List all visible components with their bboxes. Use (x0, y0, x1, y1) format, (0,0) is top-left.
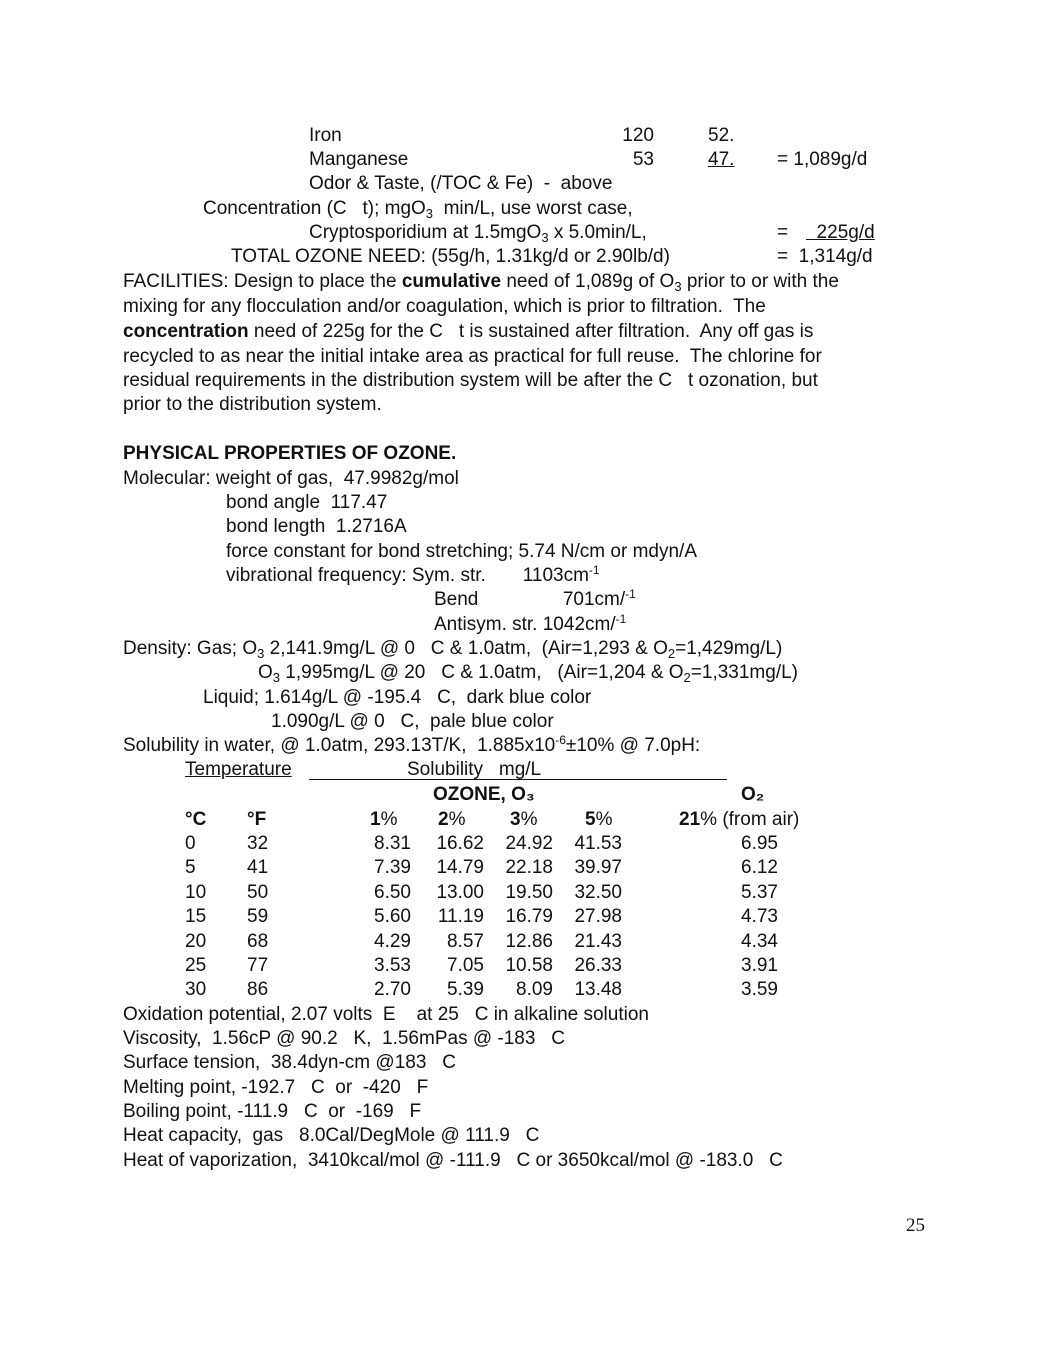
cell-5pct: 13.48 (574, 979, 622, 1001)
total-ozone-need: TOTAL OZONE NEED: (55g/h, 1.31kg/d or 2.90lb/d) (231, 246, 670, 267)
cell-celsius: 10 (185, 881, 207, 903)
heat-of-vaporization: Heat of vaporization, 3410kcal/mol @ -111.9 C or 3650kcal/mol @ -183.0 C (123, 1150, 783, 1171)
cell-1pct: 4.29 (374, 930, 411, 952)
density-gas-2: $O_3$ 1,995mg/L @ 20 C & 1.0atm, (Air=1,204 & $O_2=1,331mg/L$) (258, 662, 798, 685)
antisym-frequency: Antisym. str. 1042cm/$^{-1}$ (434, 612, 627, 635)
bend-frequency: Bend 701cm/$^{-1}$ (434, 587, 636, 610)
cell-5pct: 26.33 (574, 955, 622, 976)
cell-o2: 4.73 (741, 906, 778, 928)
table-header-solubility: Solubility mg/L (407, 759, 542, 780)
table-header-o2: O₂ (741, 784, 765, 805)
cell-3pct: 10.58 (505, 955, 553, 976)
surface-tension: Surface tension, 38.4dyn-cm @183 C (123, 1052, 456, 1073)
heat-capacity: Heat capacity, gas 8.0Cal/DegMole @ 111.9 C (123, 1125, 540, 1146)
concentration-line: Concentration (C t); mgO$_3$ min/L, use worst case, (203, 198, 633, 221)
page-number: 25 (906, 1215, 925, 1236)
melting-point: Melting point, -192.7 C or -420 F (123, 1077, 429, 1098)
facilities-line-3: concentration need of 225g for the C t is sustained after filtration. Any off gas is (123, 321, 814, 342)
vibrational-frequency: vibrational frequency: Sym. str. $1103cm^{-1}$ (226, 563, 600, 586)
cell-fahrenheit: 68 (247, 930, 269, 952)
manganese-label: Manganese (309, 149, 409, 170)
cell-5pct: 32.50 (574, 881, 622, 903)
cell-celsius: 25 (185, 955, 207, 976)
cell-3pct: 12.86 (505, 930, 553, 952)
bond-angle: bond angle 117.47 (226, 492, 388, 513)
facilities-line-4: recycled to as near the initial intake area as practical for full reuse. The chlorine for (123, 346, 822, 367)
cell-celsius: 15 (185, 906, 207, 928)
iron-value-b: 52. (708, 125, 735, 146)
cell-o2: 4.34 (741, 930, 778, 952)
facilities-line-1: FACILITIES: Design to place the cumulative need of 1,089g of $O_3$ prior to or with the (123, 271, 839, 294)
cell-2pct: 13.00 (436, 881, 484, 903)
col-5pct: 5% (585, 809, 613, 830)
solubility-line: Solubility in water, @ 1.0atm, 293.13T/K, $1.885x10^{-6}\pm 10\%$ @ 7.0pH: (123, 733, 701, 756)
cell-fahrenheit: 77 (247, 955, 269, 976)
facilities-line-5: residual requirements in the distribution system will be after the C t ozonation, but (123, 370, 818, 391)
cell-o2: 5.37 (741, 881, 778, 903)
cell-celsius: 0 (185, 833, 196, 854)
cell-1pct: 5.60 (374, 906, 411, 928)
crypto-value: 225g/d (806, 222, 875, 243)
cell-5pct: 27.98 (574, 906, 622, 928)
col-2pct: 2% (438, 809, 466, 830)
cell-celsius: 5 (185, 857, 196, 879)
col-fahrenheit: °F (247, 809, 267, 830)
manganese-value-a: 53 (632, 149, 654, 170)
facilities-line-6: prior to the distribution system. (123, 394, 382, 415)
cell-2pct: 7.05 (447, 955, 484, 976)
molecular-weight: Molecular: weight of gas, 47.9982g/mol (123, 468, 459, 489)
col-celsius: °C (185, 809, 207, 830)
oxidation-potential: Oxidation potential, 2.07 volts E at 25 C in alkaline solution (123, 1004, 649, 1025)
table-header-ozone: OZONE, O₃ (433, 784, 535, 805)
cell-celsius: 30 (185, 979, 207, 1001)
cell-5pct: 21.43 (574, 930, 622, 952)
cell-1pct: 2.70 (374, 979, 411, 1001)
crypto-equals: = (777, 222, 789, 243)
cell-3pct: 16.79 (505, 906, 553, 928)
iron-label: Iron (309, 125, 342, 146)
cell-fahrenheit: 59 (247, 906, 269, 928)
col-3pct: 3% (510, 809, 538, 830)
cell-2pct: 16.62 (436, 833, 484, 854)
cell-fahrenheit: 41 (247, 857, 269, 879)
facilities-line-2: mixing for any flocculation and/or coagulation, which is prior to filtration. The (123, 296, 766, 317)
cell-2pct: 8.57 (447, 930, 484, 952)
bond-length: bond length 1.2716A (226, 516, 407, 537)
cell-5pct: 39.97 (574, 857, 622, 879)
density-liquid-1: Liquid; 1.614g/L @ -195.4 C, dark blue color (203, 687, 592, 708)
odor-taste-line: Odor & Taste, (/TOC & Fe) - above (309, 173, 613, 194)
cell-fahrenheit: 86 (247, 979, 269, 1001)
physical-heading: PHYSICAL PROPERTIES OF OZONE. (123, 443, 457, 464)
manganese-value-b: 47. (708, 149, 735, 170)
cell-3pct: 24.92 (505, 833, 553, 854)
cell-fahrenheit: 32 (247, 833, 269, 854)
cell-5pct: 41.53 (574, 833, 622, 854)
cell-o2: 3.91 (741, 955, 778, 976)
cell-3pct: 22.18 (505, 857, 553, 879)
cell-1pct: 6.50 (374, 881, 411, 903)
density-gas-1: Density: Gas; $O_3$ 2,141.9mg/L @ 0 C & 1.0atm, (Air=1,293 & $O_2=1,429mg/L$) (123, 638, 783, 661)
cumulative-total: = 1,089g/d (777, 149, 868, 170)
force-constant: force constant for bond stretching; 5.74 N/cm or mdyn/A (226, 541, 698, 562)
density-liquid-2: 1.090g/L @ 0 C, pale blue color (271, 711, 554, 732)
cell-3pct: 8.09 (516, 979, 553, 1001)
boiling-point: Boiling point, -111.9 C or -169 F (123, 1101, 422, 1122)
iron-value-a: 120 (622, 125, 654, 146)
cell-2pct: 5.39 (447, 979, 484, 1001)
cell-1pct: 7.39 (374, 857, 411, 879)
cell-fahrenheit: 50 (247, 881, 269, 903)
table-header-temperature: Temperature (185, 759, 292, 780)
cell-2pct: 14.79 (436, 857, 484, 879)
cell-1pct: 8.31 (374, 833, 411, 854)
cell-o2: 3.59 (741, 979, 778, 1001)
cell-o2: 6.12 (741, 857, 778, 879)
cell-3pct: 19.50 (505, 881, 553, 903)
total-ozone-value: = 1,314g/d (777, 246, 873, 267)
cryptosporidium-line: Cryptosporidium at 1.5mgO$_3$ x 5.0min/L, (309, 222, 647, 245)
cell-1pct: 3.53 (374, 955, 411, 976)
col-21pct: 21% (from air) (679, 809, 800, 830)
cell-o2: 6.95 (741, 833, 778, 854)
cell-celsius: 20 (185, 930, 207, 952)
col-1pct: 1% (370, 809, 398, 830)
cell-2pct: 11.19 (437, 906, 484, 928)
viscosity: Viscosity, 1.56cP @ 90.2 K, 1.56mPas @ -183 C (123, 1028, 566, 1049)
